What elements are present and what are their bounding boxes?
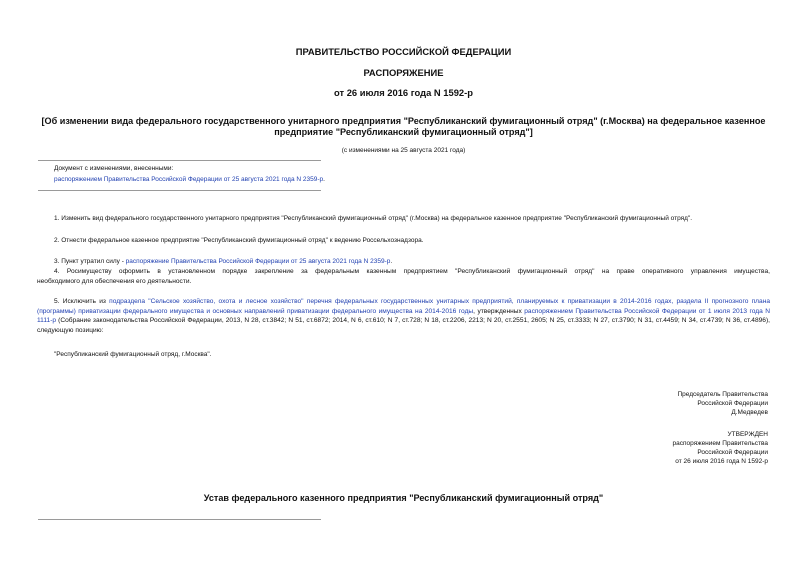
- item-4: 4. Росимуществу оформить в установленном порядке закрепление за федеральным казенным предприятием "Республиканский фумигационный отряд" на праве оперативного управления имущества, необходимого для обеспечения его деятельности.: [37, 268, 770, 285]
- document-title-line-1: [Об изменении вида федерального государственного унитарного предприятия "Республиканский фумигационный отряд" (г.Москва) на федеральное казенное: [41, 116, 766, 126]
- item-3-link[interactable]: распоряжение Правительства Российской Федерации от 25 августа 2021 года N 2359-р: [125, 258, 391, 265]
- signature-block: Председатель Правительства Российской Федерации Д.Медведев: [677, 391, 768, 416]
- item-1: 1. Изменить вид федерального государственного унитарного предприятия "Республиканский фумигационный отряд" (г.Москва) на федеральное казенное предприятие "Республиканский фумигационный отряд".: [54, 215, 693, 222]
- amended-by-label: Документ с изменениями, внесенными:: [54, 165, 174, 172]
- approval-block: УТВЕРЖДЕН распоряжением Правительства Российской Федерации от 26 июля 2016 года N 1592-р: [672, 431, 768, 465]
- decree-1111-link[interactable]: распоряжением Правительства Российской Федерации от 1 июля 2013 года N 1111-р: [37, 307, 770, 325]
- privatization-plan-link[interactable]: подраздела "Сельское хозяйство, охота и лесное хозяйство" перечня федеральных государственных унитарных предприятий, планируемых к приватизации в 2014-2016 годах, раздела II прогнозного плана (программы) приватизации федерального имущества и основных направлений приватизации федерального имущества на 2014-2016 годы: [37, 298, 771, 315]
- quoted-position: "Республиканский фумигационный отряд, г.Москва".: [54, 351, 212, 358]
- charter-title: Устав федерального казенного предприятия "Республиканский фумигационный отряд": [203, 493, 604, 503]
- amendments-note: (с изменениями на 25 августа 2021 года): [341, 147, 466, 154]
- amended-by: распоряжением Правительства Российской Федерации от 25 августа 2021 года N 2359-р.: [54, 176, 325, 183]
- divider-bottom: [38, 190, 321, 191]
- document-type: РАСПОРЯЖЕНИЕ: [363, 67, 444, 78]
- document-date: от 26 июля 2016 года N 1592-р: [334, 87, 473, 98]
- item-5: 5. Исключить из подраздела "Сельское хозяйство, охота и лесное хозяйство" перечня федеральных государственных унитарных предприятий, планируемых к приватизации в 2014-2016 годах, раздела II прогнозного плана (программы) приватизации федерального имущества и основных направлений приватизации федерального имущества на 2014-2016 годы, утвержденных распоряжением Правительства Российской Федерации от 1 июля 2013 года N 1111-р (Собрание законодательства Российской Федерации, 2013, N 28, ст.3842; N 51, ст.6872; 2014, N 6, ст.610; N 7, ст.728; N 18, ст.2206, 2213; N 20, ст.2551, 2605; N 25, ст.3333; N 27, ст.3790; N 31, ст.4459; N 34, ст.4739; N 36, ст.4896), следующую позицию:: [37, 298, 771, 334]
- government-heading: ПРАВИТЕЛЬСТВО РОССИЙСКОЙ ФЕДЕРАЦИИ: [295, 46, 512, 57]
- document-title-line-2: предприятие "Республиканский фумигационный отряд"]: [274, 127, 533, 137]
- item-2: 2. Отнести федеральное казенное предприятие "Республиканский фумигационный отряд" к ведению Россельхознадзора.: [54, 237, 424, 244]
- amending-act-link[interactable]: распоряжением Правительства Российской Федерации от 25 августа 2021 года N 2359-р: [54, 176, 324, 183]
- divider-top: [38, 160, 321, 161]
- item-3: 3. Пункт утратил силу - распоряжение Правительства Российской Федерации от 25 августа 2021 года N 2359-р.: [54, 258, 393, 265]
- divider-charter: [38, 519, 321, 520]
